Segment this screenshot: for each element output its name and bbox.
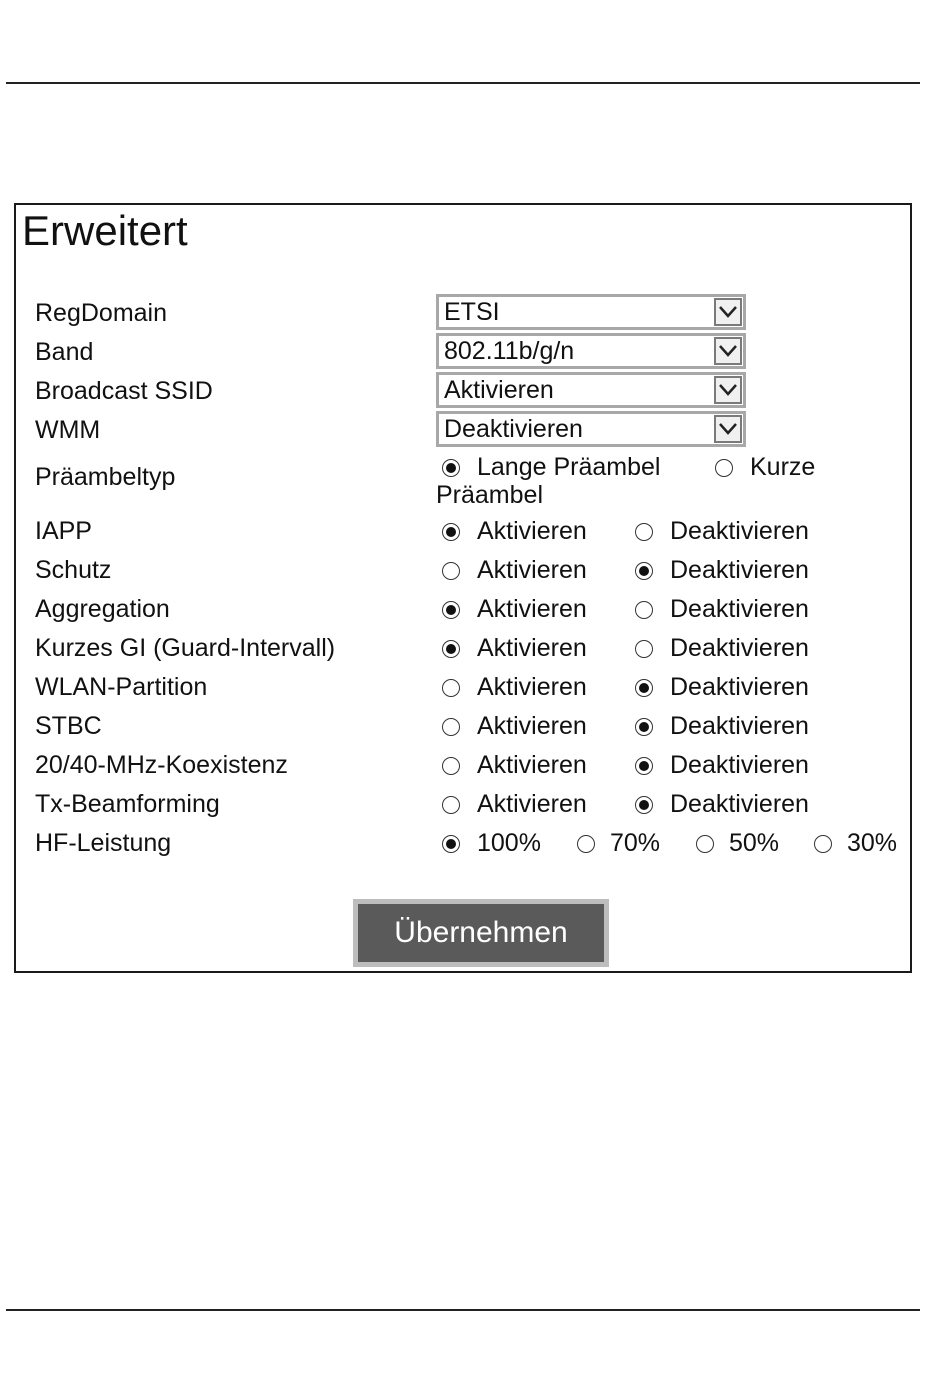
preamble-short-label-wrap: Präambel xyxy=(436,481,543,509)
hf-power-50-label: 50% xyxy=(729,829,780,857)
wlan-partition-label: WLAN-Partition xyxy=(35,673,208,701)
iapp-disable-label: Deaktivieren xyxy=(670,517,809,545)
radio-unselected-icon[interactable] xyxy=(442,562,460,580)
advanced-settings-panel xyxy=(14,203,912,973)
aggregation-disable-label: Deaktivieren xyxy=(670,595,809,623)
radio-selected-icon[interactable] xyxy=(635,562,653,580)
radio-unselected-icon[interactable] xyxy=(635,523,653,541)
tx-beamforming-label: Tx-Beamforming xyxy=(35,790,220,818)
coexistence-label: 20/40-MHz-Koexistenz xyxy=(35,751,288,779)
stbc-row xyxy=(16,706,910,742)
tx-beamforming-enable-label: Aktivieren xyxy=(477,790,587,818)
band-select[interactable] xyxy=(436,333,746,369)
aggregation-enable-radio[interactable] xyxy=(442,595,587,624)
broadcast-ssid-value: Aktivieren xyxy=(444,375,554,404)
hf-power-70-radio[interactable] xyxy=(577,829,660,858)
broadcast-ssid-select[interactable] xyxy=(436,372,746,408)
broadcast-ssid-row xyxy=(16,371,910,407)
coexistence-row xyxy=(16,745,910,781)
schutz-disable-label: Deaktivieren xyxy=(670,556,809,584)
chevron-down-icon[interactable] xyxy=(714,337,742,365)
stbc-disable-radio[interactable] xyxy=(635,712,809,741)
preamble-short-radio[interactable] xyxy=(715,453,815,482)
radio-selected-icon[interactable] xyxy=(442,459,460,477)
stbc-disable-label: Deaktivieren xyxy=(670,712,809,740)
coexistence-disable-label: Deaktivieren xyxy=(670,751,809,779)
chevron-down-icon[interactable] xyxy=(714,298,742,326)
iapp-enable-label: Aktivieren xyxy=(477,517,587,545)
hf-power-30-label: 30% xyxy=(847,829,898,857)
preamble-long-label: Lange Präambel xyxy=(477,453,661,481)
radio-selected-icon[interactable] xyxy=(442,640,460,658)
radio-selected-icon[interactable] xyxy=(635,796,653,814)
radio-unselected-icon[interactable] xyxy=(577,835,595,853)
regdomain-select[interactable] xyxy=(436,294,746,330)
tx-beamforming-enable-radio[interactable] xyxy=(442,790,587,819)
band-label: Band xyxy=(35,338,94,366)
apply-button[interactable]: Übernehmen xyxy=(353,899,609,967)
stbc-enable-radio[interactable] xyxy=(442,712,587,741)
broadcast-ssid-label: Broadcast SSID xyxy=(35,377,213,405)
regdomain-label: RegDomain xyxy=(35,299,168,327)
hf-power-70-label: 70% xyxy=(610,829,661,857)
hf-power-row xyxy=(16,823,910,859)
radio-unselected-icon[interactable] xyxy=(442,679,460,697)
iapp-enable-radio[interactable] xyxy=(442,517,587,546)
wlan-partition-enable-label: Aktivieren xyxy=(477,673,587,701)
radio-unselected-icon[interactable] xyxy=(715,459,733,477)
schutz-enable-radio[interactable] xyxy=(442,556,587,585)
radio-unselected-icon[interactable] xyxy=(635,601,653,619)
regdomain-row xyxy=(16,293,910,329)
hf-power-100-radio[interactable] xyxy=(442,829,541,858)
preamble-label: Präambeltyp xyxy=(35,463,176,491)
hf-power-100-label: 100% xyxy=(477,829,541,857)
radio-unselected-icon[interactable] xyxy=(814,835,832,853)
regdomain-value: ETSI xyxy=(444,297,500,326)
schutz-disable-radio[interactable] xyxy=(635,556,809,585)
panel-title: Erweitert xyxy=(22,207,188,254)
radio-unselected-icon[interactable] xyxy=(442,757,460,775)
wlan-partition-disable-label: Deaktivieren xyxy=(670,673,809,701)
radio-selected-icon[interactable] xyxy=(635,718,653,736)
short-gi-enable-label: Aktivieren xyxy=(477,634,587,662)
short-gi-disable-radio[interactable] xyxy=(635,634,809,663)
schutz-row xyxy=(16,550,910,586)
iapp-row xyxy=(16,511,910,547)
radio-unselected-icon[interactable] xyxy=(635,640,653,658)
short-gi-disable-label: Deaktivieren xyxy=(670,634,809,662)
tx-beamforming-row xyxy=(16,784,910,820)
top-divider xyxy=(6,82,920,84)
preamble-long-radio[interactable] xyxy=(442,453,660,482)
chevron-down-icon[interactable] xyxy=(714,376,742,404)
aggregation-disable-radio[interactable] xyxy=(635,595,809,624)
chevron-down-icon[interactable] xyxy=(714,415,742,443)
hf-power-50-radio[interactable] xyxy=(696,829,779,858)
bottom-divider xyxy=(6,1309,920,1311)
preamble-row xyxy=(16,449,910,511)
coexistence-disable-radio[interactable] xyxy=(635,751,809,780)
schutz-enable-label: Aktivieren xyxy=(477,556,587,584)
wmm-value: Deaktivieren xyxy=(444,414,583,443)
radio-selected-icon[interactable] xyxy=(442,523,460,541)
preamble-short-label: Kurze xyxy=(750,453,816,481)
hf-power-30-radio[interactable] xyxy=(814,829,897,858)
tx-beamforming-disable-label: Deaktivieren xyxy=(670,790,809,818)
wmm-label: WMM xyxy=(35,416,101,444)
aggregation-row xyxy=(16,589,910,625)
aggregation-enable-label: Aktivieren xyxy=(477,595,587,623)
stbc-enable-label: Aktivieren xyxy=(477,712,587,740)
short-gi-enable-radio[interactable] xyxy=(442,634,587,663)
wlan-partition-row xyxy=(16,667,910,703)
radio-unselected-icon[interactable] xyxy=(442,718,460,736)
tx-beamforming-disable-radio[interactable] xyxy=(635,790,809,819)
radio-unselected-icon[interactable] xyxy=(696,835,714,853)
short-gi-label: Kurzes GI (Guard-Intervall) xyxy=(35,634,336,662)
wlan-partition-enable-radio[interactable] xyxy=(442,673,587,702)
schutz-label: Schutz xyxy=(35,556,112,584)
wmm-select[interactable] xyxy=(436,411,746,447)
aggregation-label: Aggregation xyxy=(35,595,170,623)
radio-selected-icon[interactable] xyxy=(635,757,653,775)
radio-selected-icon[interactable] xyxy=(635,679,653,697)
iapp-disable-radio[interactable] xyxy=(635,517,809,546)
iapp-label: IAPP xyxy=(35,517,92,545)
radio-selected-icon[interactable] xyxy=(442,835,460,853)
coexistence-enable-radio[interactable] xyxy=(442,751,587,780)
radio-selected-icon[interactable] xyxy=(442,601,460,619)
short-gi-row xyxy=(16,628,910,664)
coexistence-enable-label: Aktivieren xyxy=(477,751,587,779)
radio-unselected-icon[interactable] xyxy=(442,796,460,814)
wmm-row xyxy=(16,410,910,446)
band-row xyxy=(16,332,910,368)
band-value: 802.11b/g/n xyxy=(444,336,575,365)
wlan-partition-disable-radio[interactable] xyxy=(635,673,809,702)
stbc-label: STBC xyxy=(35,712,102,740)
hf-power-label: HF-Leistung xyxy=(35,829,172,857)
